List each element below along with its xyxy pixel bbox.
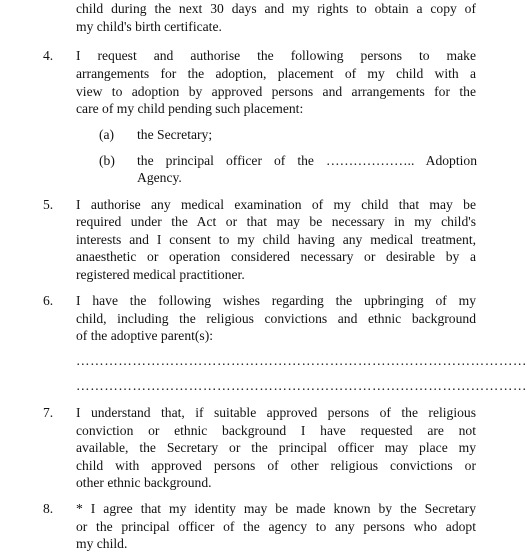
clause-line: my child. [76,536,128,551]
clause-line: arrangements for the adoption, placement of my child with a [76,66,476,81]
clause-line: my child's birth certificate. [76,19,222,34]
subitem-label: (b) [99,153,115,168]
clause-line: conviction or ethnic background I have requested are not [76,423,476,438]
clause-line: required under the Act or that may be necessary in my child's [76,214,476,229]
blank-answer-line: …………………………………………………………………………………… [76,378,527,393]
clause-number: 8. [43,501,54,516]
clause-line: I understand that, if suitable approved persons of the religious [76,405,476,420]
subitem-line: the Secretary; [137,127,213,142]
clause-number: 6. [43,293,54,308]
clause-line: available, the Secretary or the principal officer may place my [76,440,476,455]
clause-line: interests and I consent to my child having any medical treatment, [76,232,476,247]
clause-line: care of my child pending such placement: [76,101,304,116]
clause-line: view to adoption by approved persons and arrangements for the [76,84,476,99]
clause-number: 4. [43,48,54,63]
clause-line: child with approved persons of other religious convictions or [76,458,476,473]
blank-answer-line: …………………………………………………………………………………… [76,353,527,368]
clause-line: other ethnic background. [76,475,212,490]
clause-line: registered medical practitioner. [76,267,245,282]
subitem-line: the principal officer of the ……………….. Adoption [137,153,477,168]
clause-line: I have the following wishes regarding the upbringing of my [76,293,476,308]
clause-number: 7. [43,405,54,420]
clause-number: 5. [43,197,54,212]
clause-line: * I agree that my identity may be made known by the Secretary [76,501,476,516]
clause-line: or the principal officer of the agency to any persons who adopt [76,519,476,534]
clause-line: anaesthetic or operation considered necessary or desirable by a [76,249,476,264]
subitem-line: Agency. [137,170,182,185]
clause-line: child, including the religious convictions and ethnic background [76,311,476,326]
clause-line: I authorise any medical examination of my child that may be [76,197,476,212]
clause-line: I request and authorise the following persons to make [76,48,476,63]
clause-line: of the adoptive parent(s): [76,328,214,343]
clause-line: child during the next 30 days and my rights to obtain a copy of [76,1,476,16]
subitem-label: (a) [99,127,115,142]
